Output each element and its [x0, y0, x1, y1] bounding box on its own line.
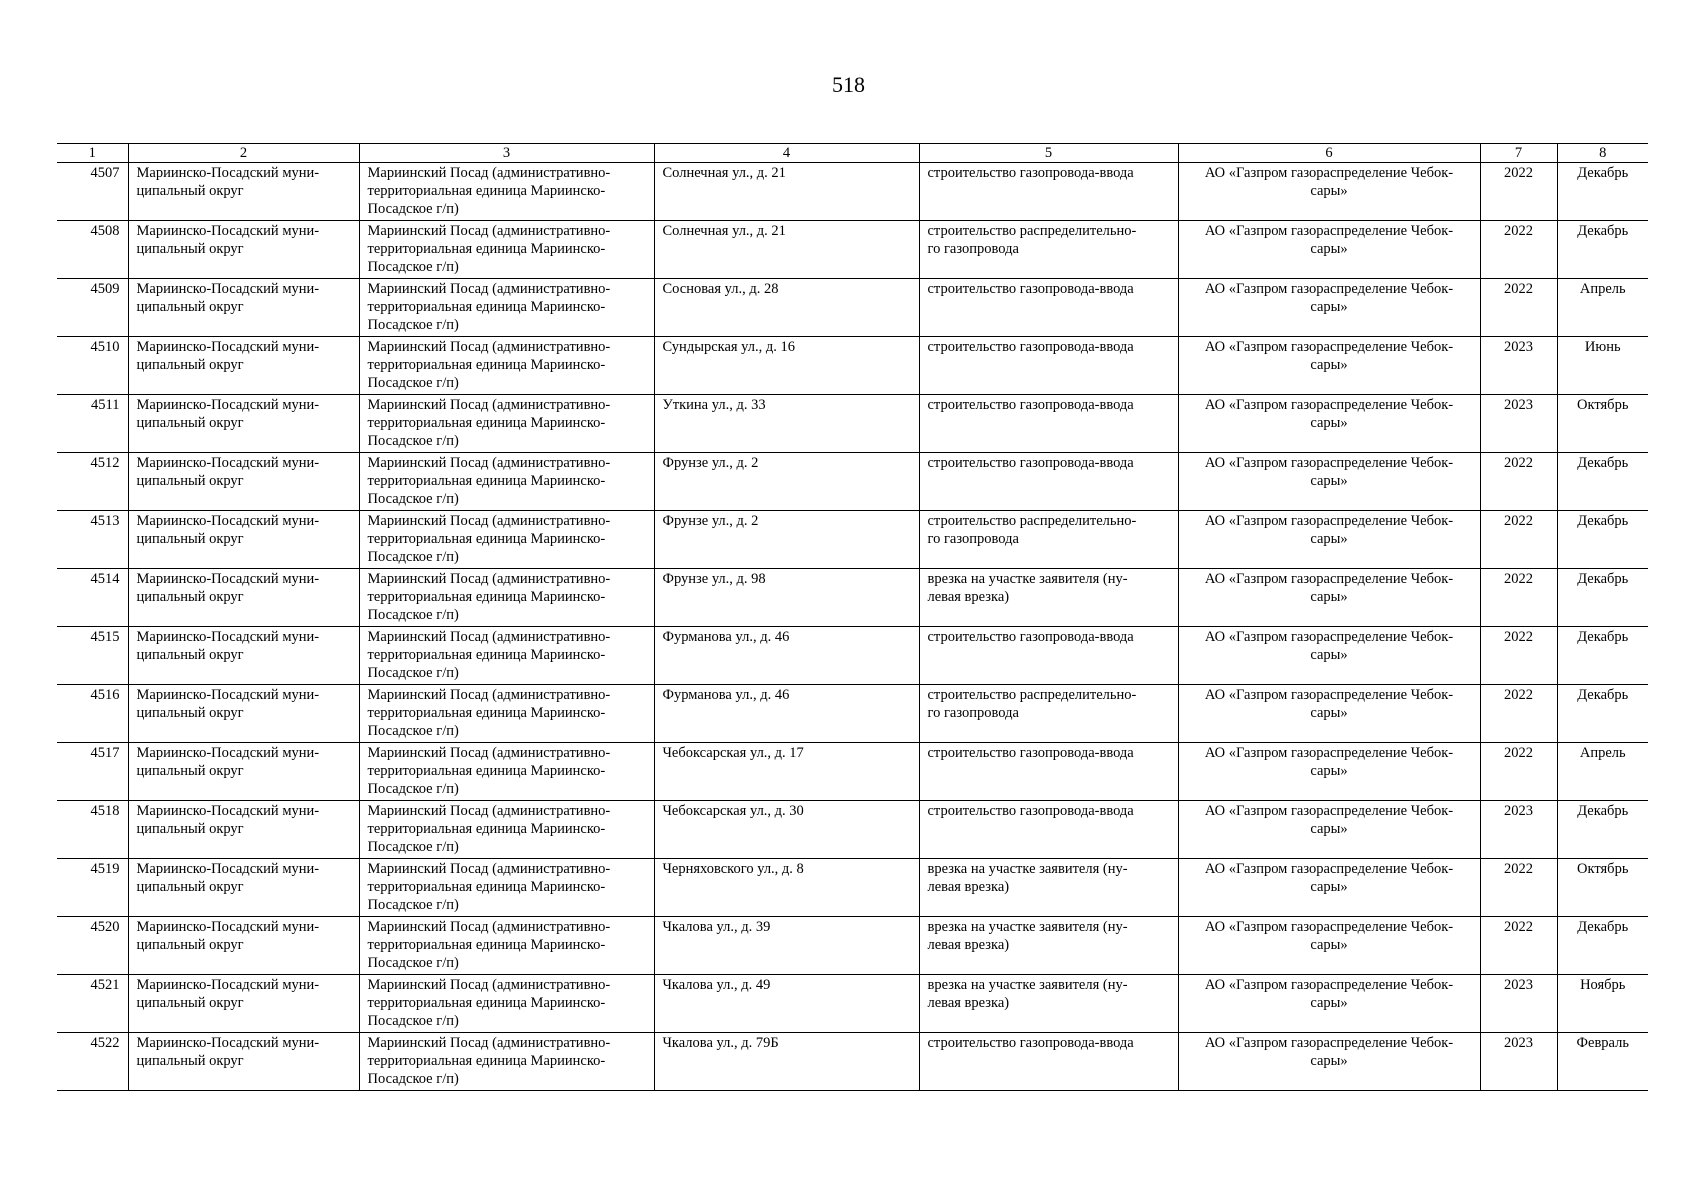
- column-header: 4: [654, 144, 919, 163]
- district-cell: Мариинско-Посадский муни- ципальный округ: [128, 801, 359, 859]
- year-cell: 2022: [1480, 917, 1557, 975]
- row-number: 4510: [57, 337, 128, 395]
- address-cell: Чебоксарская ул., д. 17: [654, 743, 919, 801]
- settlement-cell: Мариинский Посад (административно- территориальная единица Мариинско- Посадское г/п): [359, 221, 654, 279]
- month-cell: Декабрь: [1557, 627, 1648, 685]
- settlement-cell: Мариинский Посад (административно- территориальная единица Мариинско- Посадское г/п): [359, 917, 654, 975]
- table-row: [57, 395, 1648, 453]
- address-cell: Фрунзе ул., д. 2: [654, 453, 919, 511]
- address-cell: Черняховского ул., д. 8: [654, 859, 919, 917]
- settlement-cell: Мариинский Посад (административно- территориальная единица Мариинско- Посадское г/п): [359, 743, 654, 801]
- month-cell: Декабрь: [1557, 511, 1648, 569]
- row-number: 4518: [57, 801, 128, 859]
- organization-cell: АО «Газпром газораспределение Чебок- сары»: [1178, 163, 1480, 221]
- work-type-cell: строительство распределительно- го газопровода: [919, 511, 1178, 569]
- work-type-cell: строительство газопровода-ввода: [919, 743, 1178, 801]
- settlement-cell: Мариинский Посад (административно- территориальная единица Мариинско- Посадское г/п): [359, 627, 654, 685]
- row-number: 4514: [57, 569, 128, 627]
- work-type-cell: строительство газопровода-ввода: [919, 395, 1178, 453]
- year-cell: 2023: [1480, 395, 1557, 453]
- settlement-cell: Мариинский Посад (административно- территориальная единица Мариинско- Посадское г/п): [359, 685, 654, 743]
- month-cell: Декабрь: [1557, 685, 1648, 743]
- year-cell: 2022: [1480, 453, 1557, 511]
- address-cell: Чебоксарская ул., д. 30: [654, 801, 919, 859]
- column-header: 1: [57, 144, 128, 163]
- settlement-cell: Мариинский Посад (административно- территориальная единица Мариинско- Посадское г/п): [359, 975, 654, 1033]
- row-number: 4520: [57, 917, 128, 975]
- work-type-cell: строительство газопровода-ввода: [919, 337, 1178, 395]
- year-cell: 2022: [1480, 569, 1557, 627]
- column-header: 3: [359, 144, 654, 163]
- month-cell: Октябрь: [1557, 395, 1648, 453]
- table-row: [57, 685, 1648, 743]
- settlement-cell: Мариинский Посад (административно- территориальная единица Мариинско- Посадское г/п): [359, 453, 654, 511]
- year-cell: 2022: [1480, 511, 1557, 569]
- organization-cell: АО «Газпром газораспределение Чебок- сары»: [1178, 917, 1480, 975]
- district-cell: Мариинско-Посадский муни- ципальный округ: [128, 279, 359, 337]
- table-header: [57, 144, 1648, 163]
- work-type-cell: строительство газопровода-ввода: [919, 163, 1178, 221]
- year-cell: 2023: [1480, 337, 1557, 395]
- settlement-cell: Мариинский Посад (административно- территориальная единица Мариинско- Посадское г/п): [359, 163, 654, 221]
- month-cell: Февраль: [1557, 1033, 1648, 1091]
- district-cell: Мариинско-Посадский муни- ципальный округ: [128, 627, 359, 685]
- district-cell: Мариинско-Посадский муни- ципальный округ: [128, 569, 359, 627]
- district-cell: Мариинско-Посадский муни- ципальный округ: [128, 163, 359, 221]
- column-header: 5: [919, 144, 1178, 163]
- work-type-cell: врезка на участке заявителя (ну- левая врезка): [919, 569, 1178, 627]
- column-number-row: [57, 144, 1648, 163]
- organization-cell: АО «Газпром газораспределение Чебок- сары»: [1178, 1033, 1480, 1091]
- table-row: [57, 163, 1648, 221]
- year-cell: 2022: [1480, 627, 1557, 685]
- year-cell: 2022: [1480, 163, 1557, 221]
- table-row: [57, 453, 1648, 511]
- settlement-cell: Мариинский Посад (административно- территориальная единица Мариинско- Посадское г/п): [359, 801, 654, 859]
- settlement-cell: Мариинский Посад (административно- территориальная единица Мариинско- Посадское г/п): [359, 1033, 654, 1091]
- district-cell: Мариинско-Посадский муни- ципальный округ: [128, 511, 359, 569]
- month-cell: Декабрь: [1557, 221, 1648, 279]
- work-type-cell: строительство распределительно- го газопровода: [919, 221, 1178, 279]
- organization-cell: АО «Газпром газораспределение Чебок- сары»: [1178, 337, 1480, 395]
- work-type-cell: врезка на участке заявителя (ну- левая врезка): [919, 975, 1178, 1033]
- year-cell: 2022: [1480, 743, 1557, 801]
- district-cell: Мариинско-Посадский муни- ципальный округ: [128, 975, 359, 1033]
- address-cell: Фурманова ул., д. 46: [654, 627, 919, 685]
- district-cell: Мариинско-Посадский муни- ципальный округ: [128, 917, 359, 975]
- table-row: [57, 801, 1648, 859]
- organization-cell: АО «Газпром газораспределение Чебок- сары»: [1178, 511, 1480, 569]
- month-cell: Июнь: [1557, 337, 1648, 395]
- table-row: [57, 859, 1648, 917]
- row-number: 4517: [57, 743, 128, 801]
- row-number: 4512: [57, 453, 128, 511]
- work-type-cell: строительство газопровода-ввода: [919, 279, 1178, 337]
- district-cell: Мариинско-Посадский муни- ципальный округ: [128, 1033, 359, 1091]
- column-header: 2: [128, 144, 359, 163]
- row-number: 4519: [57, 859, 128, 917]
- year-cell: 2023: [1480, 1033, 1557, 1091]
- district-cell: Мариинско-Посадский муни- ципальный округ: [128, 685, 359, 743]
- organization-cell: АО «Газпром газораспределение Чебок- сары»: [1178, 975, 1480, 1033]
- registry-table: [57, 143, 1648, 1091]
- month-cell: Декабрь: [1557, 453, 1648, 511]
- year-cell: 2022: [1480, 221, 1557, 279]
- table-row: [57, 917, 1648, 975]
- organization-cell: АО «Газпром газораспределение Чебок- сары»: [1178, 743, 1480, 801]
- row-number: 4515: [57, 627, 128, 685]
- address-cell: Сундырская ул., д. 16: [654, 337, 919, 395]
- organization-cell: АО «Газпром газораспределение Чебок- сары»: [1178, 685, 1480, 743]
- work-type-cell: строительство распределительно- го газопровода: [919, 685, 1178, 743]
- address-cell: Фурманова ул., д. 46: [654, 685, 919, 743]
- address-cell: Чкалова ул., д. 39: [654, 917, 919, 975]
- year-cell: 2022: [1480, 859, 1557, 917]
- work-type-cell: строительство газопровода-ввода: [919, 1033, 1178, 1091]
- settlement-cell: Мариинский Посад (административно- территориальная единица Мариинско- Посадское г/п): [359, 569, 654, 627]
- organization-cell: АО «Газпром газораспределение Чебок- сары»: [1178, 453, 1480, 511]
- district-cell: Мариинско-Посадский муни- ципальный округ: [128, 337, 359, 395]
- column-header: 7: [1480, 144, 1557, 163]
- table-row: [57, 627, 1648, 685]
- table-row: [57, 1033, 1648, 1091]
- address-cell: Сосновая ул., д. 28: [654, 279, 919, 337]
- settlement-cell: Мариинский Посад (административно- территориальная единица Мариинско- Посадское г/п): [359, 395, 654, 453]
- month-cell: Декабрь: [1557, 917, 1648, 975]
- organization-cell: АО «Газпром газораспределение Чебок- сары»: [1178, 279, 1480, 337]
- address-cell: Чкалова ул., д. 49: [654, 975, 919, 1033]
- year-cell: 2022: [1480, 279, 1557, 337]
- address-cell: Солнечная ул., д. 21: [654, 163, 919, 221]
- address-cell: Чкалова ул., д. 79Б: [654, 1033, 919, 1091]
- settlement-cell: Мариинский Посад (административно- территориальная единица Мариинско- Посадское г/п): [359, 859, 654, 917]
- work-type-cell: строительство газопровода-ввода: [919, 627, 1178, 685]
- year-cell: 2023: [1480, 975, 1557, 1033]
- table-body: [57, 163, 1648, 1091]
- row-number: 4509: [57, 279, 128, 337]
- table-row: [57, 975, 1648, 1033]
- month-cell: Апрель: [1557, 743, 1648, 801]
- table-row: [57, 337, 1648, 395]
- address-cell: Уткина ул., д. 33: [654, 395, 919, 453]
- work-type-cell: строительство газопровода-ввода: [919, 801, 1178, 859]
- work-type-cell: врезка на участке заявителя (ну- левая врезка): [919, 917, 1178, 975]
- organization-cell: АО «Газпром газораспределение Чебок- сары»: [1178, 395, 1480, 453]
- organization-cell: АО «Газпром газораспределение Чебок- сары»: [1178, 627, 1480, 685]
- organization-cell: АО «Газпром газораспределение Чебок- сары»: [1178, 569, 1480, 627]
- month-cell: Декабрь: [1557, 163, 1648, 221]
- address-cell: Фрунзе ул., д. 2: [654, 511, 919, 569]
- work-type-cell: врезка на участке заявителя (ну- левая врезка): [919, 859, 1178, 917]
- row-number: 4522: [57, 1033, 128, 1091]
- month-cell: Декабрь: [1557, 569, 1648, 627]
- month-cell: Октябрь: [1557, 859, 1648, 917]
- settlement-cell: Мариинский Посад (административно- территориальная единица Мариинско- Посадское г/п): [359, 279, 654, 337]
- month-cell: Декабрь: [1557, 801, 1648, 859]
- work-type-cell: строительство газопровода-ввода: [919, 453, 1178, 511]
- district-cell: Мариинско-Посадский муни- ципальный округ: [128, 395, 359, 453]
- row-number: 4507: [57, 163, 128, 221]
- district-cell: Мариинско-Посадский муни- ципальный округ: [128, 453, 359, 511]
- row-number: 4513: [57, 511, 128, 569]
- district-cell: Мариинско-Посадский муни- ципальный округ: [128, 859, 359, 917]
- year-cell: 2022: [1480, 685, 1557, 743]
- month-cell: Апрель: [1557, 279, 1648, 337]
- settlement-cell: Мариинский Посад (административно- территориальная единица Мариинско- Посадское г/п): [359, 511, 654, 569]
- address-cell: Фрунзе ул., д. 98: [654, 569, 919, 627]
- district-cell: Мариинско-Посадский муни- ципальный округ: [128, 743, 359, 801]
- year-cell: 2023: [1480, 801, 1557, 859]
- row-number: 4508: [57, 221, 128, 279]
- column-header: 6: [1178, 144, 1480, 163]
- settlement-cell: Мариинский Посад (административно- территориальная единица Мариинско- Посадское г/п): [359, 337, 654, 395]
- row-number: 4511: [57, 395, 128, 453]
- month-cell: Ноябрь: [1557, 975, 1648, 1033]
- table-row: [57, 279, 1648, 337]
- table-row: [57, 511, 1648, 569]
- page-number: 518: [832, 72, 865, 97]
- district-cell: Мариинско-Посадский муни- ципальный округ: [128, 221, 359, 279]
- address-cell: Солнечная ул., д. 21: [654, 221, 919, 279]
- organization-cell: АО «Газпром газораспределение Чебок- сары»: [1178, 859, 1480, 917]
- row-number: 4516: [57, 685, 128, 743]
- column-header: 8: [1557, 144, 1648, 163]
- table-row: [57, 569, 1648, 627]
- row-number: 4521: [57, 975, 128, 1033]
- organization-cell: АО «Газпром газораспределение Чебок- сары»: [1178, 801, 1480, 859]
- organization-cell: АО «Газпром газораспределение Чебок- сары»: [1178, 221, 1480, 279]
- table-row: [57, 221, 1648, 279]
- table-row: [57, 743, 1648, 801]
